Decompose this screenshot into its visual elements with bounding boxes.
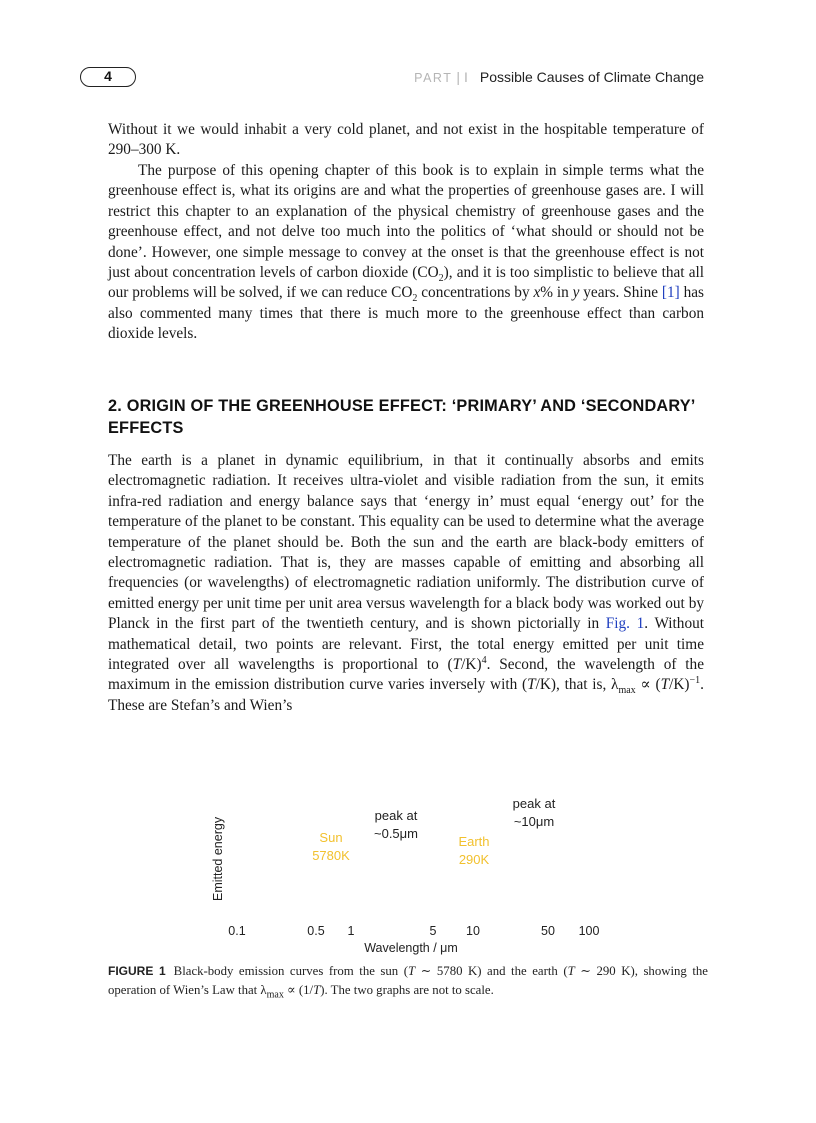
figure-link[interactable]: Fig. 1 <box>605 615 645 633</box>
x-axis-label: Wavelength / μm <box>364 941 458 955</box>
figure-1 <box>200 756 620 956</box>
x-tick: 50 <box>541 924 555 938</box>
paragraph-2: The purpose of this opening chapter of this book is to explain in simple terms what the greenhouse effect is, what its origins are and what the properties of greenhouse gases are. I will restrict this chapter to an explanation of the physical chemistry of greenhouse gases and the greenhouse effect, and not delve too much into the politics of ‘what should or should not be done’. However, one simple message to convey at the onset is that the greenhouse effect is not just about concentration levels of carbon dioxide $(CO_2)$, and it is too simplistic to believe that all our problems will be solved, if we can reduce $CO_2$ concentrations by x% in y years. Shine [1] has also commented many times that there is much more to the greenhouse effect than carbon dioxide levels. <box>108 162 705 343</box>
reference-link-1[interactable]: [1] <box>661 284 680 302</box>
caption-label: FIGURE 1 <box>108 964 166 978</box>
sun-peak-line1: peak at <box>374 808 418 823</box>
part-number: I <box>463 69 468 85</box>
x-tick: 100 <box>578 924 600 938</box>
sun-label: Sun <box>319 830 343 845</box>
sun-peak-line2: ~0.5μm <box>374 826 418 841</box>
earth-peak-line1: peak at <box>512 796 556 811</box>
x-tick: 10 <box>466 924 480 938</box>
earth-temperature: 290K <box>458 852 490 867</box>
x-tick: 0.1 <box>228 924 246 938</box>
x-axis-ticks <box>228 924 599 938</box>
section-heading: 2. ORIGIN OF THE GREENHOUSE EFFECT: ‘PRIMARY’ AND ‘SECONDARY’ EFFECTS <box>108 397 695 437</box>
x-tick: 5 <box>429 924 437 938</box>
y-axis-label: Emitted energy <box>211 816 225 901</box>
x-tick: 0.5 <box>307 924 325 938</box>
figure-1-plot <box>200 756 620 956</box>
paragraph-3: The earth is a planet in dynamic equilibrium, in that it continually absorbs and emits electromagnetic radiation. It receives ultra-violet and visible radiation from the sun, it emits infra-red radiation and energy balance says that ‘energy in’ must equal ‘energy out’ for the temperature of the planet to be constant. This equality can be used to determine what the average temperature of the planet should be. Both the sun and the earth are black-body emitters of electromagnetic radiation. That is, they are masses capable of emitting and absorbing all frequencies (or wavelengths) of electromagnetic radiation uniformly. The distribution curve of emitted energy per unit time per unit area versus wavelength for a black body was worked out by Planck in the first part of the twentieth century, and is shown pictorially in Fig. 1. Without mathematical detail, two points are relevant. First, the total energy emitted per unit time integrated over all wavelengths is proportional to $(T/K)^4$. Second, the wavelength of the maximum in the emission distribution curve varies inversely with (T/K), that is, $\lambda_{max} \propto (T/K)^{-1}$. These are Stefan’s and Wien’s <box>108 452 704 714</box>
part-label: PART <box>414 71 453 85</box>
x-tick: 1 <box>347 924 355 938</box>
figure-caption: FIGURE 1 Black-body emission curves from the sun (T ∼ 5780 K) and the earth (T ∼ 290 K), showing the operation of Wien’s Law that $\lambda_{max} \propto (1/T)$. The two graphs are not to scale. <box>108 964 708 1001</box>
earth-peak-line2: ~10μm <box>513 814 555 829</box>
page-header <box>0 0 816 100</box>
part-title: Possible Causes of Climate Change <box>479 69 704 85</box>
part-divider: | <box>456 69 460 85</box>
page-number: 4 <box>80 67 136 87</box>
sun-temperature: 5780K <box>312 848 350 863</box>
paragraph-1: Without it we would inhabit a very cold planet, and not exist in the hospitable temperature of 290–300 K. <box>108 121 704 159</box>
running-head <box>414 69 704 85</box>
earth-label: Earth <box>458 834 490 849</box>
